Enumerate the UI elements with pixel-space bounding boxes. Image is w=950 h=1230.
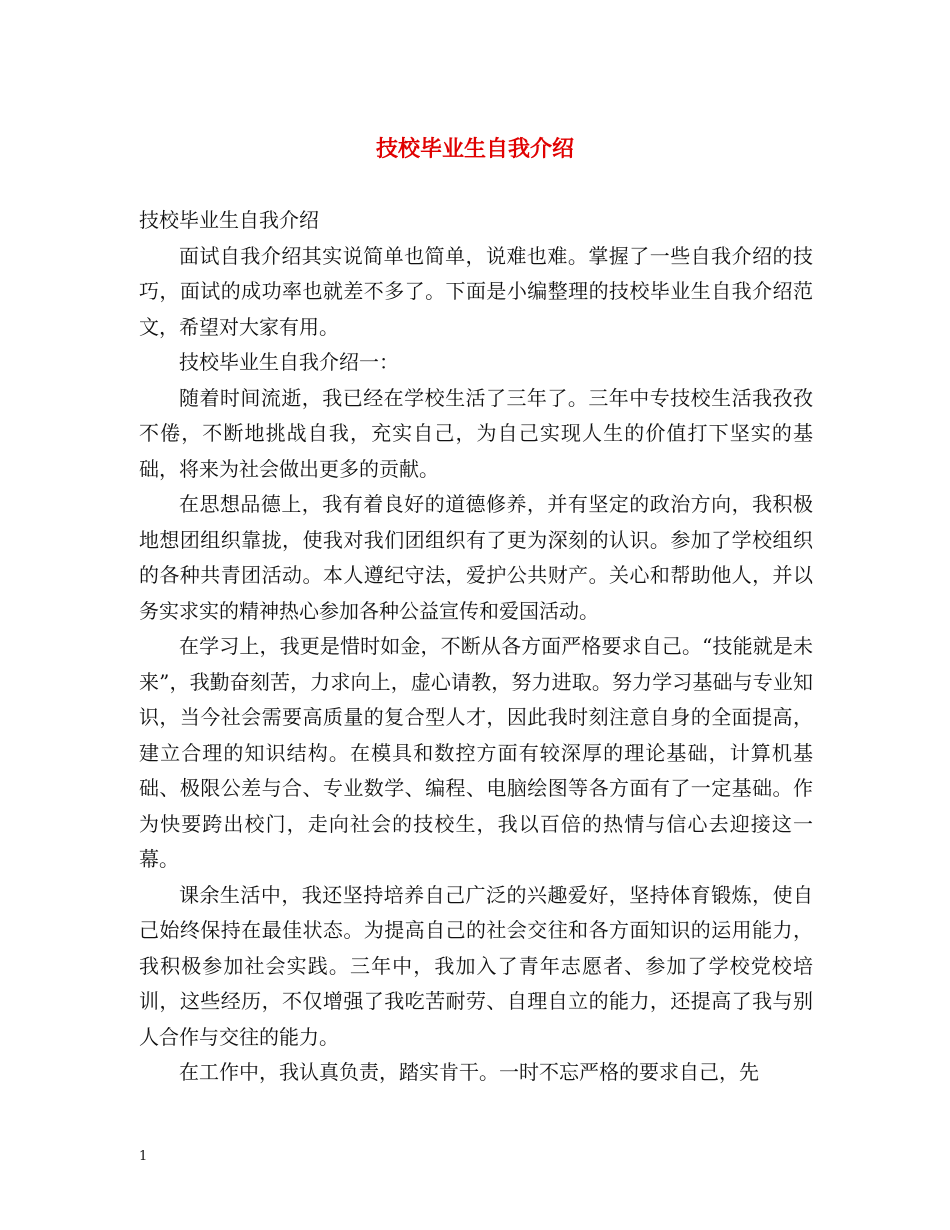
document-title: 技校毕业生自我介绍 <box>375 136 574 162</box>
body-paragraph: 在工作中，我认真负责，踏实肯干。一时不忘严格的要求自己，先 <box>179 1060 759 1084</box>
section-heading-paragraph: 技校毕业生自我介绍一： <box>179 350 399 374</box>
page-number: 1 <box>139 1149 148 1164</box>
body-paragraph: 在学习上，我更是惜时如金，不断从各方面严格要求自己。“技能就是未来”，我勤奋刻苦，力求向上，虚心请教，努力进取。努力学习基础与专业知识，当今社会需要高质量的复合型人才，因此我时刻注意自身的全面提高，建立合理的知识结构。在模具和数控方面有较深厚的理论基础，计算机基础、极限公差与合、专业数学、编程、电脑绘图等各方面有了一定基础。作为快要跨出校门，走向社会的技校生，我以百倍的热情与信心去迎接这一幕。 <box>139 634 813 871</box>
body-paragraph: 课余生活中，我还坚持培养自己广泛的兴趣爱好，坚持体育锻炼，使自己始终保持在最佳状态。为提高自己的社会交往和各方面知识的运用能力，我积极参加社会实践。三年中，我加入了青年志愿者、参加了学校党校培训，这些经历，不仅增强了我吃苦耐劳、自理自立的能力，还提高了我与别人合作与交往的能力。 <box>139 882 813 1049</box>
subheading-paragraph: 技校毕业生自我介绍 <box>139 208 319 232</box>
document-body <box>139 203 813 1091</box>
body-paragraph: 面试自我介绍其实说简单也简单，说难也难。掌握了一些自我介绍的技巧，面试的成功率也就差不多了。下面是小编整理的技校毕业生自我介绍范文，希望对大家有用。 <box>139 243 813 339</box>
body-paragraph: 随着时间流逝，我已经在学校生活了三年了。三年中专技校生活我孜孜不倦，不断地挑战自我，充实自己，为自己实现人生的价值打下坚实的基础，将来为社会做出更多的贡献。 <box>139 385 813 481</box>
body-paragraph: 在思想品德上，我有着良好的道德修养，并有坚定的政治方向，我积极地想团组织靠拢，使我对我们团组织有了更为深刻的认识。参加了学校组织的各种共青团活动。本人遵纪守法，爱护公共财产。关心和帮助他人，并以务实求实的精神热心参加各种公益宣传和爱国活动。 <box>139 492 813 623</box>
